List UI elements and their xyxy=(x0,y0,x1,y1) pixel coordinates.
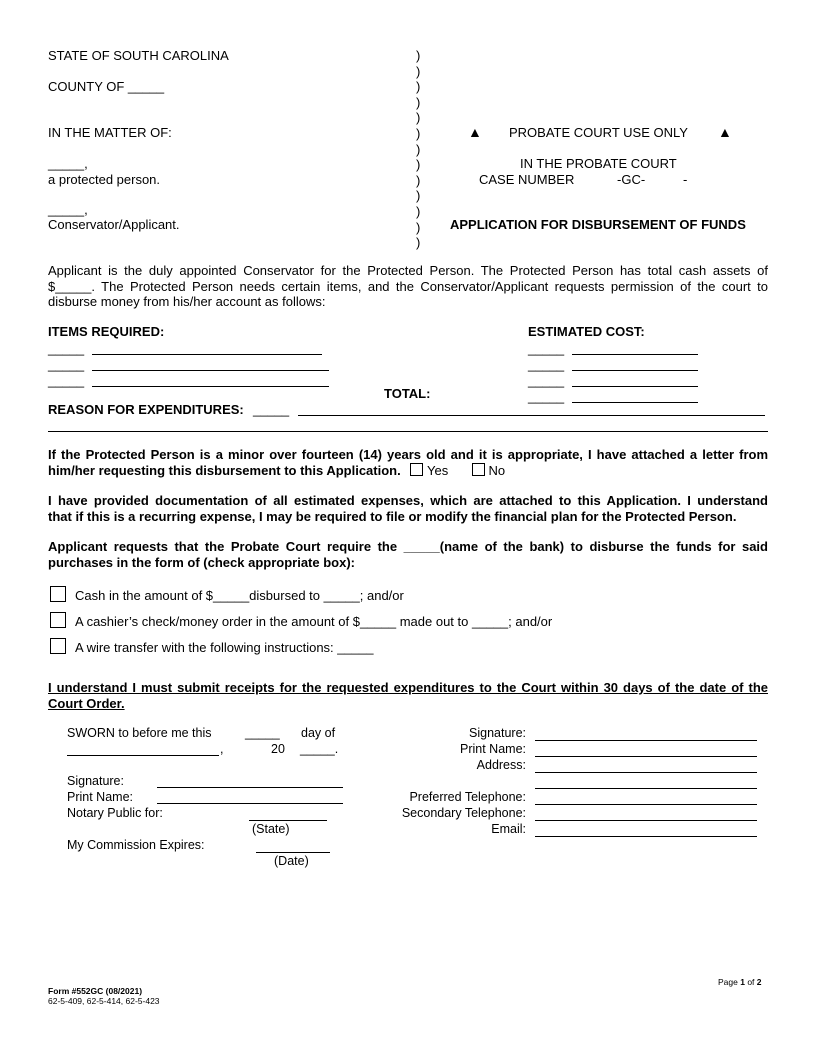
wire-transfer-checkbox[interactable] xyxy=(50,638,66,654)
item-row-blank[interactable]: _____ xyxy=(48,341,85,356)
state-caption: STATE OF SOUTH CAROLINA xyxy=(48,48,229,63)
cost-row-line[interactable] xyxy=(572,370,698,371)
paren: ) xyxy=(416,219,421,235)
caption-divider xyxy=(416,48,420,251)
cost-row-blank[interactable]: _____ xyxy=(528,357,565,372)
preferred-telephone-line[interactable] xyxy=(535,804,757,805)
total-cost-blank[interactable]: _____ xyxy=(528,389,565,404)
commission-expires-label: My Commission Expires: xyxy=(67,838,205,852)
cashiers-check-checkbox[interactable] xyxy=(50,612,66,628)
notary-signature-line[interactable] xyxy=(157,787,343,788)
total-label: TOTAL: xyxy=(384,386,431,401)
applicant-signature-line[interactable] xyxy=(535,740,757,741)
month-line[interactable] xyxy=(67,755,219,756)
cost-row-blank[interactable]: _____ xyxy=(528,341,565,356)
notary-state-line[interactable] xyxy=(249,820,327,821)
sworn-label: SWORN to before me this xyxy=(67,726,212,740)
statute-references: 62-5-409, 62-5-414, 62-5-423 xyxy=(48,996,160,1006)
receipts-notice xyxy=(48,680,768,711)
notary-print-name-label: Print Name: xyxy=(67,790,133,804)
minor-line-2 xyxy=(48,463,768,479)
year-prefix: 20 xyxy=(271,742,285,756)
secondary-telephone-line[interactable] xyxy=(535,820,757,821)
conservator-blank[interactable]: _____, xyxy=(48,202,88,217)
cash-option-label: Cash in the amount of $_____disbursed to _____; and/or xyxy=(75,588,404,603)
cash-checkbox[interactable] xyxy=(50,586,66,602)
intro-line: disburse money from his/her account as follows: xyxy=(48,294,326,309)
paren: ) xyxy=(416,63,421,79)
year-blank[interactable]: _____. xyxy=(300,742,339,756)
paren: ) xyxy=(416,203,421,219)
paren: ) xyxy=(416,157,421,173)
county-caption: COUNTY OF _____ xyxy=(48,79,165,94)
notary-signature-label: Signature: xyxy=(67,774,124,788)
paren: ) xyxy=(416,94,421,110)
email-label: Email: xyxy=(491,822,526,836)
paren: ) xyxy=(416,235,421,251)
wire-transfer-option-label: A wire transfer with the following instructions: _____ xyxy=(75,640,374,655)
reason-line-2[interactable] xyxy=(48,431,768,432)
documentation-line: I have provided documentation of all estimated expenses, which are attached to this Application. I understand xyxy=(48,493,768,508)
cost-row-blank[interactable]: _____ xyxy=(528,373,565,388)
applicant-signature-label: Signature: xyxy=(469,726,526,740)
item-row-line[interactable] xyxy=(92,370,329,371)
intro-line: Applicant is the duly appointed Conservator for the Protected Person. The Protected Person has total cash assets of xyxy=(48,263,768,278)
applicant-print-name-line[interactable] xyxy=(535,756,757,757)
month-comma: , xyxy=(220,742,224,756)
applicant-address-line[interactable] xyxy=(535,772,757,773)
items-required-header: ITEMS REQUIRED: xyxy=(48,324,165,339)
paren: ) xyxy=(416,79,421,95)
form-number: Form #552GC (08/2021) xyxy=(48,986,143,996)
day-blank[interactable]: _____ xyxy=(245,726,280,740)
applicant-address-line-2[interactable] xyxy=(535,788,757,789)
minor-line-text: him/her requesting this disbursement to this Application. xyxy=(48,462,401,478)
paren: ) xyxy=(416,188,421,204)
documentation-line: that if this is a recurring expense, I may be required to file or modify the financial plan for the Protected Person. xyxy=(48,508,737,524)
paren: ) xyxy=(416,141,421,157)
item-row-line[interactable] xyxy=(92,354,322,355)
cashiers-check-option-label: A cashier’s check/money order in the amount of $_____ made out to _____; and/or xyxy=(75,614,553,629)
protected-person-blank[interactable]: _____, xyxy=(48,156,88,171)
minor-paragraph xyxy=(48,447,768,478)
no-checkbox[interactable] xyxy=(472,463,485,476)
bank-request-line: purchases in the form of (check appropriate box): xyxy=(48,554,355,570)
matter-caption: IN THE MATTER OF: xyxy=(48,125,172,140)
document-title: APPLICATION FOR DISBURSEMENT OF FUNDS xyxy=(450,217,746,232)
case-number-dash: - xyxy=(683,172,688,187)
minor-line: If the Protected Person is a minor over fourteen (14) years old and it is appropriate, I have attached a letter from xyxy=(48,447,768,462)
conservator-label: Conservator/Applicant. xyxy=(48,217,180,232)
applicant-print-name-label: Print Name: xyxy=(460,742,526,756)
item-row-blank[interactable]: _____ xyxy=(48,357,85,372)
protected-person-label: a protected person. xyxy=(48,172,161,187)
email-line[interactable] xyxy=(535,836,757,837)
bank-request-paragraph xyxy=(48,539,768,570)
bank-request-line: Applicant requests that the Probate Court require the _____(name of the bank) to disburse the funds for said xyxy=(48,539,768,554)
item-row-line[interactable] xyxy=(92,386,329,387)
page-current: 1 xyxy=(740,977,745,987)
page-prefix: Page xyxy=(718,977,741,987)
notary-state-label: (State) xyxy=(252,822,290,836)
reason-line[interactable] xyxy=(298,415,765,416)
cost-row-line[interactable] xyxy=(572,386,698,387)
probate-court-label: IN THE PROBATE COURT xyxy=(520,156,677,171)
triangle-left-icon: ▲ xyxy=(468,124,482,140)
court-use-only: PROBATE COURT USE ONLY xyxy=(509,125,688,140)
receipts-line: I understand I must submit receipts for the requested expenditures to the Court within 30 days of the date of the xyxy=(48,680,768,695)
no-label: No xyxy=(488,462,506,478)
documentation-paragraph xyxy=(48,493,768,524)
paren: ) xyxy=(416,125,421,141)
total-cost-line[interactable] xyxy=(572,402,698,403)
intro-paragraph xyxy=(48,263,768,310)
commission-date-line[interactable] xyxy=(256,852,330,853)
intro-line: $_____. The Protected Person needs certain items, and the Conservator/Applicant requests permission of the court to xyxy=(48,278,768,294)
reason-blank[interactable]: _____ xyxy=(253,402,290,417)
estimated-cost-header: ESTIMATED COST: xyxy=(528,324,645,339)
paren: ) xyxy=(416,48,421,63)
applicant-address-label: Address: xyxy=(476,758,526,772)
yes-label: Yes xyxy=(426,462,449,478)
paren: ) xyxy=(416,172,421,188)
cost-row-line[interactable] xyxy=(572,354,698,355)
yes-checkbox[interactable] xyxy=(410,463,423,476)
preferred-telephone-label: Preferred Telephone: xyxy=(409,790,526,804)
case-number-label: CASE NUMBER xyxy=(479,172,575,187)
paren: ) xyxy=(416,110,421,126)
triangle-right-icon: ▲ xyxy=(718,124,732,140)
item-row-blank[interactable]: _____ xyxy=(48,373,85,388)
page-number xyxy=(718,977,762,987)
case-number-gc[interactable]: -GC- xyxy=(617,172,646,187)
secondary-telephone-label: Secondary Telephone: xyxy=(401,806,526,820)
receipts-line: Court Order. xyxy=(48,695,125,711)
page-total: 2 xyxy=(756,977,762,987)
notary-print-name-line[interactable] xyxy=(157,803,343,804)
reason-label: REASON FOR EXPENDITURES: xyxy=(48,402,244,417)
page-of: of xyxy=(744,977,757,987)
day-of-label: day of xyxy=(301,726,336,740)
notary-public-for-label: Notary Public for: xyxy=(67,806,163,820)
commission-date-label: (Date) xyxy=(274,854,309,868)
